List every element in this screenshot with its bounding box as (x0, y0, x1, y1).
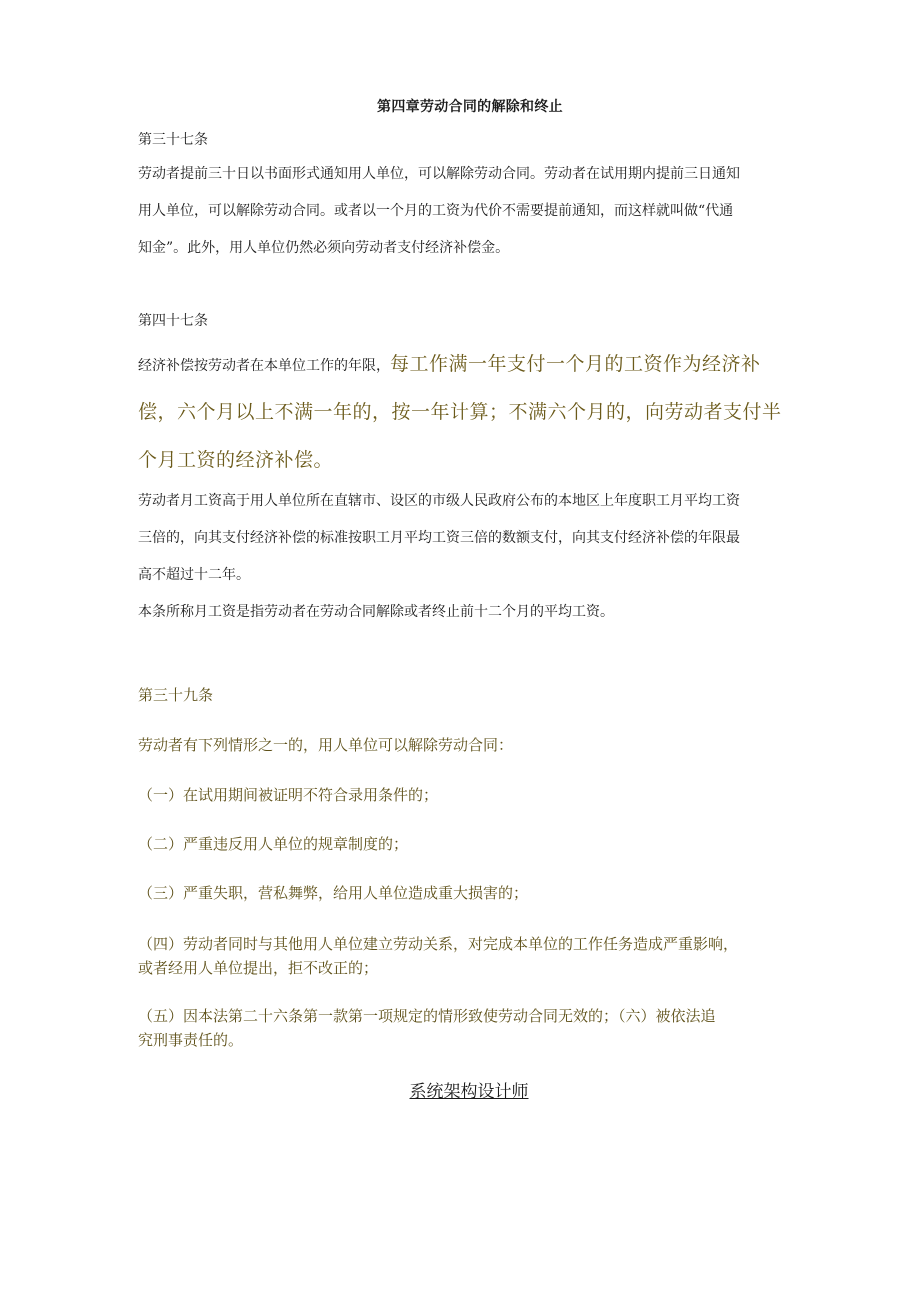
article-39-item-3: （三）严重失职，营私舞弊，给用人单位造成重大损害的； (138, 884, 529, 902)
article-37-heading: 第三十七条 (138, 132, 208, 148)
article-47-para2-line: 三倍的，向其支付经济补偿的标准按职工月平均工资三倍的数额支付，向其支付经济补偿的年限最 (138, 530, 740, 546)
article-39-item-5-line: 究刑事责任的。 (138, 1031, 244, 1049)
article-39-item-4-line: 或者经用人单位提出，拒不改正的； (138, 959, 379, 977)
article-37-body (138, 164, 818, 275)
article-47-para2-line: 劳动者月工资高于用人单位所在直辖市、设区的市级人民政府公布的本地区上年度职工月平均工资 (138, 493, 740, 509)
article-47-line (138, 388, 818, 436)
article-47-intro-small: 经济补偿按劳动者在本单位工作的年限， (138, 358, 390, 374)
article-39-item-5 (138, 1004, 818, 1052)
article-47-intro-big: 每工作满一年支付一个月的工资作为经济补 (390, 353, 761, 375)
article-47-line (138, 436, 818, 484)
article-39-intro: 劳动者有下列情形之一的，用人单位可以解除劳动合同： (138, 736, 514, 754)
article-39-item-5-line: （五）因本法第二十六条第一款第一项规定的情形致使劳动合同无效的；（六）被依法追 (138, 1007, 716, 1025)
article-47-para3: 本条所称月工资是指劳动者在劳动合同解除或者终止前十二个月的平均工资。 (138, 604, 614, 620)
article-47-para2-line: 高不超过十二年。 (138, 567, 250, 583)
chapter-title: 第四章劳动合同的解除和终止 (377, 99, 563, 115)
article-39-item-2: （二）严重违反用人单位的规章制度的； (138, 835, 409, 853)
article-37-line: 劳动者提前三十日以书面形式通知用人单位，可以解除劳动合同。劳动者在试用期内提前三日通知 (138, 166, 740, 182)
footer-link[interactable]: 系统架构设计师 (409, 1082, 529, 1102)
article-39-item-4-line: （四）劳动者同时与其他用人单位建立劳动关系，对完成本单位的工作任务造成严重影响， (138, 935, 739, 953)
article-39-heading: 第三十九条 (138, 686, 214, 704)
article-47-heading: 第四十七条 (138, 313, 208, 329)
article-47-para2 (138, 491, 818, 602)
article-47-para1 (138, 340, 818, 484)
article-39-item-1: （一）在试用期间被证明不符合录用条件的； (138, 786, 439, 804)
article-47-big-line-3: 个月工资的经济补偿。 (138, 449, 334, 471)
article-39-item-4 (138, 932, 818, 980)
article-37-line: 用人单位，可以解除劳动合同。或者以一个月的工资为代价不需要提前通知，而这样就叫做“代通 (138, 203, 734, 219)
article-47-line (138, 340, 818, 388)
article-47-big-line-2: 偿，六个月以上不满一年的，按一年计算；不满六个月的，向劳动者支付半 (138, 401, 782, 423)
article-37-line: 知金”。此外，用人单位仍然必须向劳动者支付经济补偿金。 (138, 240, 510, 256)
